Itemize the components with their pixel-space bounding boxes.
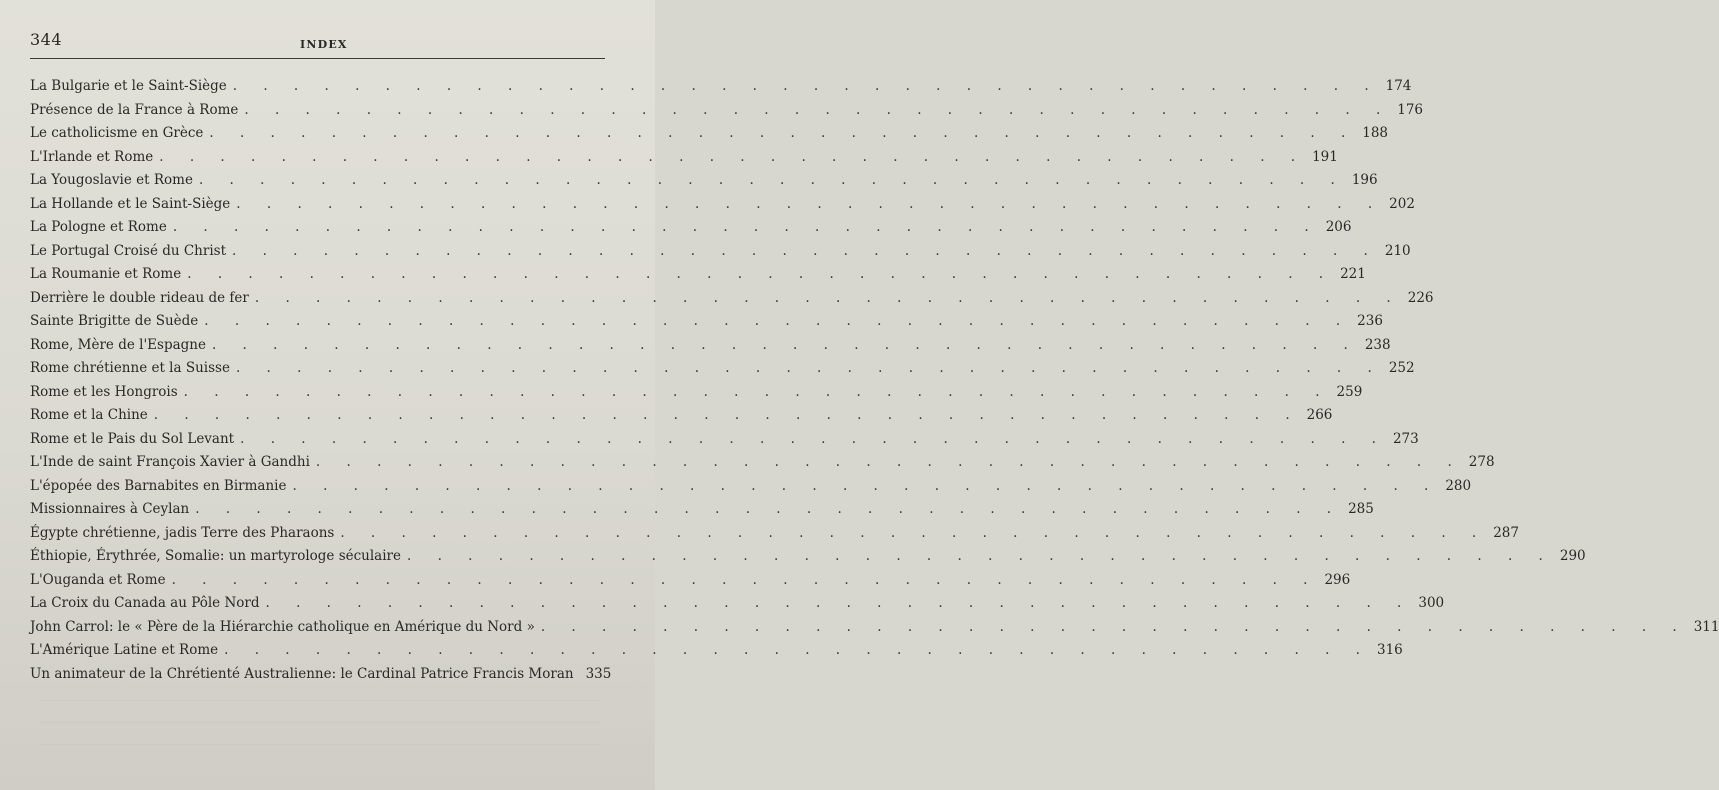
table-of-contents xyxy=(30,78,1719,689)
dot-leader: . . . . . . . . . . . . . . . . . . . . . . . . . . . . . . . . . . . . . . xyxy=(209,125,1357,141)
header-rule xyxy=(30,58,605,59)
toc-entry xyxy=(30,266,1366,290)
entry-title: John Carrol: le « Père de la Hiérarchie catholique en Amérique du Nord » xyxy=(30,618,535,635)
dot-leader: . . . . . . . . . . . . . . . . . . . . . . . . . . . . . . . . . . . . . . xyxy=(232,242,1379,259)
entry-title: La Hollande et le Saint-Siège xyxy=(30,195,231,212)
dot-leader: . . . . . . . . . . . . . . . . . . . . . . . . . . . . . . . . . . . . . . xyxy=(153,407,1301,423)
entry-page-number: 278 xyxy=(1468,454,1495,470)
dot-leader: . . . . . . . . . . . . . . . . . . . . . . . . . . . . . . . . . . . . . . xyxy=(315,454,1463,470)
dot-leader: . . . . . . . . . . . . . . . . . . . . . . . . . . . . . . . . . . . . . . xyxy=(171,571,1319,588)
toc-entry xyxy=(30,454,1495,478)
dot-leader: . . . . . . . . . . . . . . . . . . . . . . . . . . . . . . . . . . . . . . xyxy=(235,360,1383,376)
toc-entry xyxy=(30,78,1412,102)
entry-page-number: 280 xyxy=(1445,477,1472,494)
entry-page-number: 300 xyxy=(1418,595,1445,611)
page-number: 344 xyxy=(30,30,63,49)
toc-entry xyxy=(30,360,1415,384)
dot-leader: . . . . . . . . . . . . . . . . . . . . . . . . . . . . . . . . . . . . . . xyxy=(232,78,1380,94)
toc-entry xyxy=(30,383,1363,408)
entry-title: Rome chrétienne et la Suisse xyxy=(30,360,230,376)
entry-page-number: 266 xyxy=(1306,407,1333,423)
entry-title: Derrière le double rideau de fer xyxy=(30,289,249,306)
entry-page-number: 316 xyxy=(1376,642,1403,658)
toc-entry xyxy=(30,595,1445,619)
dot-leader: . . . . . . . . . . . . . . . . . . . . . . . . . . . . . . . . . . . . . . xyxy=(540,618,1688,635)
entry-title: Égypte chrétienne, jadis Terre des Pharaons xyxy=(30,524,335,541)
entry-page-number: 236 xyxy=(1357,313,1383,329)
entry-title: Rome, Mère de l'Espagne xyxy=(30,336,206,353)
dot-leader: . . . . . . . . . . . . . . . . . . . . . . . . . . . . . . . . . . . . . . xyxy=(265,595,1413,611)
toc-entry xyxy=(30,101,1424,126)
toc-entry xyxy=(30,548,1586,572)
toc-entry xyxy=(30,642,1403,666)
entry-page-number: 210 xyxy=(1384,242,1411,259)
toc-entry xyxy=(30,430,1419,455)
show-through-line xyxy=(40,700,600,701)
entry-title: La Pologne et Rome xyxy=(30,219,167,235)
toc-entry xyxy=(30,219,1352,243)
entry-title: La Croix du Canada au Pôle Nord xyxy=(30,595,260,611)
entry-title: Éthiopie, Érythrée, Somalie: un martyrologe séculaire xyxy=(30,548,401,564)
dot-leader: . . . . . . . . . . . . . . . . . . . . . . . . . . . . . . . . . . . . . . xyxy=(224,642,1371,658)
entry-title: Missionnaires à Ceylan xyxy=(30,501,190,517)
entry-title: L'épopée des Barnabites en Birmanie xyxy=(30,477,287,494)
dot-leader: . . . . . . . . . . . . . . . . . . . . . . . . . . . . . . . . . . . . . . xyxy=(211,336,1359,353)
toc-entry xyxy=(30,666,610,690)
toc-entry xyxy=(30,125,1389,149)
entry-page-number: 252 xyxy=(1388,360,1415,376)
dot-leader: . . . . . . . . . . . . . . . . . . . . . . . . . . . . . . . . . . . . . . xyxy=(236,195,1384,212)
entry-page-number: 196 xyxy=(1351,172,1378,188)
toc-entry xyxy=(30,477,1472,502)
toc-entry xyxy=(30,195,1415,220)
entry-page-number: 335 xyxy=(585,665,612,682)
entry-page-number: 188 xyxy=(1362,125,1389,141)
dot-leader: . . . . . . . . . . . . . . . . . . . . . . . . . . . . . . . . . . . . . . xyxy=(187,266,1335,282)
toc-entry xyxy=(30,172,1378,196)
dot-leader: . . . . . . . . . . . . . . . . . . . . . . . . . . . . . . . . . . . . . . xyxy=(244,101,1392,118)
entry-title: L'Inde de saint François Xavier à Gandhi xyxy=(30,454,310,470)
entry-title: Un animateur de la Chrétienté Australienne: le Cardinal Patrice Francis Moran xyxy=(30,665,574,682)
entry-page-number: 221 xyxy=(1340,266,1366,282)
entry-page-number: 226 xyxy=(1407,289,1434,306)
dot-leader: . . . . . . . . . . . . . . . . . . . . . . . . . . . . . . . . . . . . . . xyxy=(204,313,1352,329)
dot-leader: . . . . . . . . . . . . . . . . . . . . . . . . . . . . . . . . . . . . . . xyxy=(159,148,1307,165)
dot-leader: . . . . . . . . . . . . . . . . . . . . . . . . . . . . . . . . . . . . . . xyxy=(340,524,1488,541)
toc-entry xyxy=(30,618,1719,643)
dot-leader: . . . . . . . . . . . . . . . . . . . . . . . . . . . . . . . . . . . . . . xyxy=(292,477,1440,494)
dot-leader: . . . . . . . . . . . . . . . . . . . . . . . . . . . . . . . . . . . . . . xyxy=(183,383,1331,400)
toc-entry xyxy=(30,407,1333,431)
entry-title: La Roumanie et Rome xyxy=(30,266,182,282)
toc-entry xyxy=(30,524,1519,549)
entry-title: Le catholicisme en Grèce xyxy=(30,125,204,141)
entry-title: L'Amérique Latine et Rome xyxy=(30,642,219,658)
toc-entry xyxy=(30,242,1411,267)
toc-entry xyxy=(30,289,1434,314)
entry-page-number: 206 xyxy=(1325,219,1352,235)
entry-title: Le Portugal Croisé du Christ xyxy=(30,242,226,259)
dot-leader: . . . . . . . . . . . . . . . . . . . . . . . . . . . . . . . . . . . . . . xyxy=(195,501,1343,517)
toc-entry xyxy=(30,148,1338,173)
entry-page-number: 202 xyxy=(1389,195,1415,212)
show-through-line xyxy=(40,722,600,723)
show-through-line xyxy=(40,744,600,745)
entry-page-number: 238 xyxy=(1364,336,1391,353)
dot-leader: . . . . . . . . . . . . . . . . . . . . . . . . . . . . . . . . . . . . . . xyxy=(240,430,1387,447)
toc-entry xyxy=(30,336,1391,361)
entry-title: Rome et la Chine xyxy=(30,407,148,423)
entry-page-number: 285 xyxy=(1348,501,1374,517)
toc-entry xyxy=(30,501,1374,525)
dot-leader: . . . . . . . . . . . . . . . . . . . . . . . . . . . . . . . . . . . . . . xyxy=(172,219,1320,235)
entry-page-number: 174 xyxy=(1385,78,1412,94)
entry-page-number: 259 xyxy=(1336,383,1363,400)
entry-title: La Yougoslavie et Rome xyxy=(30,172,193,188)
entry-page-number: 296 xyxy=(1324,571,1351,588)
toc-entry xyxy=(30,571,1351,596)
entry-page-number: 176 xyxy=(1397,101,1424,118)
entry-page-number: 273 xyxy=(1392,430,1419,447)
entry-page-number: 191 xyxy=(1312,148,1338,165)
running-header: INDEX xyxy=(300,38,348,51)
entry-title: L'Ouganda et Rome xyxy=(30,571,166,588)
toc-entry xyxy=(30,313,1383,337)
dot-leader: . . . . . . . . . . . . . . . . . . . . . . . . . . . . . . . . . . . . . . xyxy=(198,172,1346,188)
entry-title: Rome et le Pais du Sol Levant xyxy=(30,430,235,447)
entry-page-number: 287 xyxy=(1493,524,1519,541)
dot-leader: . . . . . . . . . . . . . . . . . . . . . . . . . . . . . . . . . . . . . . xyxy=(407,548,1554,564)
entry-page-number: 290 xyxy=(1559,548,1586,564)
entry-title: La Bulgarie et le Saint-Siège xyxy=(30,78,227,94)
entry-title: L'Irlande et Rome xyxy=(30,148,154,165)
entry-page-number: 311 xyxy=(1693,618,1719,635)
dot-leader: . . . . . . . . . . . . . . . . . . . . . . . . . . . . . . . . . . . . . . xyxy=(254,289,1402,306)
entry-title: Présence de la France à Rome xyxy=(30,101,239,118)
entry-title: Rome et les Hongrois xyxy=(30,383,178,400)
entry-title: Sainte Brigitte de Suède xyxy=(30,313,199,329)
